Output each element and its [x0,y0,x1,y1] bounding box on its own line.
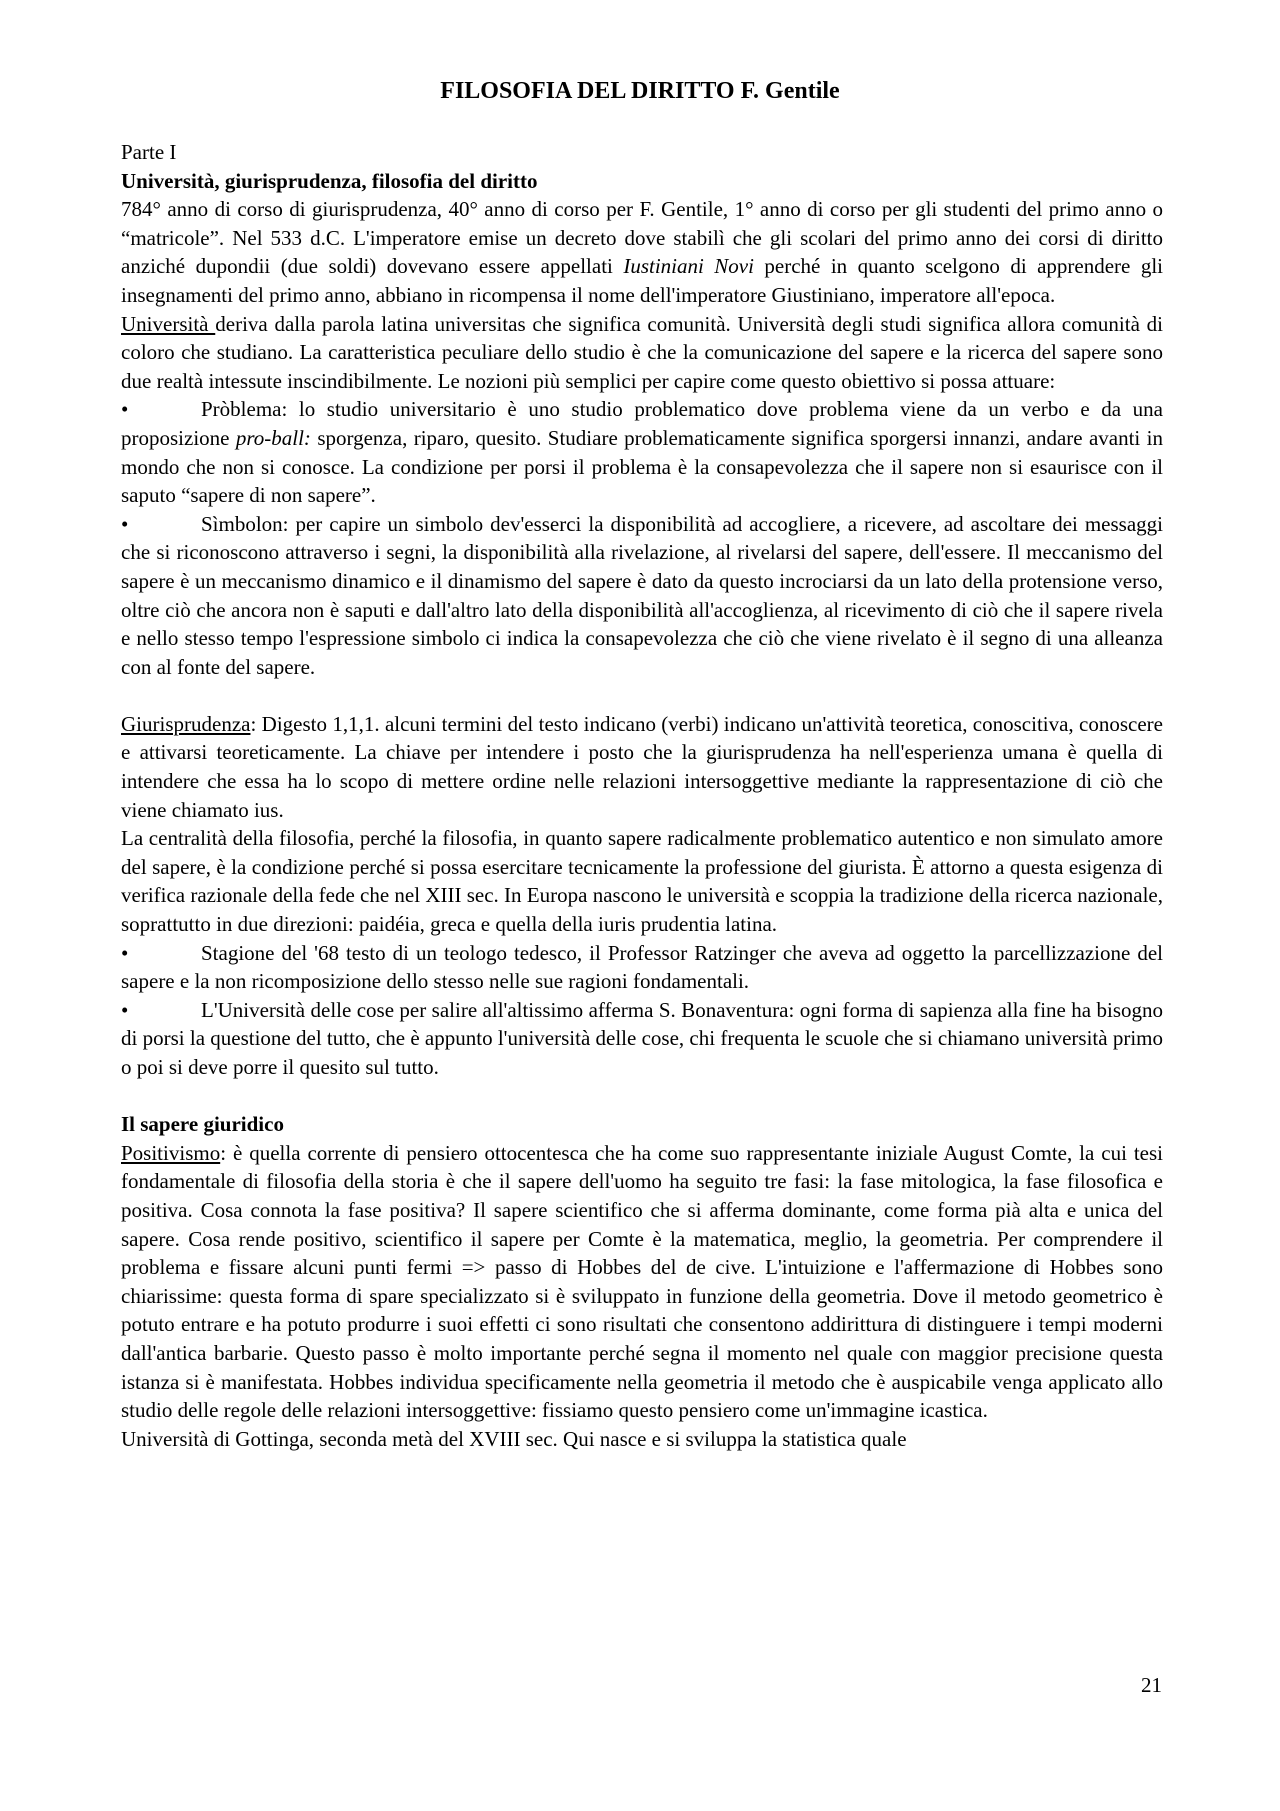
bullet-mark: • [121,397,129,422]
bullet-mark: • [121,511,129,536]
paragraph-centralita: La centralità della filosofia, perché la filosofia, in quanto sapere radicalmente problematico autentico e non simulato amore del sapere, è la condizione perché si possa esercitare tecnicamente la professione del giurista. È attorno a questa esigenza di verifica razionale della fede che nel XIII sec. In Europa nascono le università e scoppia la tradizione della ricerca nazionale, soprattutto in due direzioni: paidéia, greca e quella della iuris prudentia latina. [121,826,1163,937]
bullet-mark: • [121,940,129,965]
term-positivismo: Positivismo [121,1140,221,1165]
term-giurisprudenza: Giurisprudenza [121,711,251,736]
section-heading-sapere-giuridico: Il sapere giuridico [121,1112,284,1137]
section-heading-universita: Università, giurisprudenza, filosofia del diritto [121,168,538,193]
paragraph-universita-text: deriva dalla parola latina universitas che significa comunità. Università degli studi significa allora comunità di coloro che studiano. La caratteristica peculiare dello studio è che la comunicazione del sapere e la ricerca del sapere sono due realtà intessute inscindibilmente. Le nozioni più semplici per capire come questo obiettivo si possa attuare: [121,311,1164,393]
paragraph-giurisprudenza [121,710,1163,824]
blank-line [121,1082,1163,1111]
paragraph-intro-italic: Iustiniani Novi [623,254,754,279]
paragraph-positivismo [121,1139,1163,1425]
bullet-simbolon [121,510,1163,682]
paragraph-intro-text-b: perché in quanto scelgono di apprendere gli insegnamenti del primo anno, abbiano in ricompensa il nome dell'imperatore Giustiniano, imperatore all'epoca. [121,254,1163,307]
page-number: 21 [1141,1673,1162,1697]
document-body [121,138,1163,1453]
bullet-stagione-68 [121,939,1163,996]
paragraph-positivismo-text: : è quella corrente di pensiero ottocentesca che ha come suo rappresentante iniziale August Comte, la cui tesi fondamentale di filosofia della storia è che il sapere dell'uomo ha seguito tre fasi: la fase mitologica, la fase filosofica e positiva. Cosa connota la fase positiva? Il sapere scientifico che si afferma dominante, come forma pià alta e unica del sapere. Cosa rende positivo, scientifico il sapere per Comte è la matematica, meglio, la geometria. Per comprendere il problema e fissare alcuni punti fermi => passo di Hobbes del de cive. L'intuizione e l'affermazione di Hobbes sono chiarissime: questa forma di spare specializzato si è sviluppato in funzione della geometria. Dove il metodo geometrico è potuto entrare e ha potuto produrre i suoi effetti ci sono risultati che consentono addirittura di distinguere i tempi moderni dall'antica barbarie. Questo passo è molto importante perché segna il momento nel quale con maggior precisione questa istanza si è manifestata. Hobbes individua specificamente nella geometria il metodo che è auspicabile venga applicato allo studio delle regole delle relazioni intersoggettive: fissiamo questo pensiero come un'immagine icastica. [121,1140,1163,1423]
paragraph-intro [121,195,1163,309]
bullet-universita-cose-text: L'Università delle cose per salire all'altissimo afferma S. Bonaventura: ogni forma di sapienza alla fine ha bisogno di porsi la questione del tutto, che è appunto l'università delle cose, chi frequenta le scuole che si chiamano università primo o poi si deve porre il quesito sul tutto. [121,997,1163,1079]
part-label: Parte I [121,140,177,164]
paragraph-giurisprudenza-text: : Digesto 1,1,1. alcuni termini del testo indicano (verbi) indicano un'attività teoretica, conoscitiva, conoscere e attivarsi teoreticamente. La chiave per intendere i posto che la giurisprudenza ha nell'esperienza umana è quella di intendere che essa ha lo scopo di mettere ordine nelle relazioni intersoggettive mediante la rappresentazione di ciò che viene chiamato ius. [121,711,1163,822]
bullet-problema [121,395,1163,509]
bullet-problema-text-a: Pròblema: lo studio universitario è uno studio problematico dove problema viene da un verbo e da una proposizione [121,397,1163,450]
bullet-stagione-68-text: Stagione del '68 testo di un teologo tedesco, il Professor Ratzinger che aveva ad oggetto la parcellizzazione del sapere e la non ricomposizione dello stesso nelle sue ragioni fondamentali. [121,940,1163,994]
paragraph-universita [121,310,1163,396]
bullet-problema-italic: pro-ball: [235,425,311,450]
term-universita: Università [121,311,216,336]
bullet-mark: • [121,997,129,1022]
paragraph-intro-text-a: 784° anno di corso di giurisprudenza, 40° anno di corso per F. Gentile, 1° anno di corso per gli studenti del primo anno o “matricole”. Nel 533 d.C. L'imperatore emise un decreto dove stabilì che gli scolari del primo anno dei corsi di diritto anziché dupondii (due soldi) dovevano essere appellati [121,197,1163,279]
document-title: FILOSOFIA DEL DIRITTO F. Gentile [440,78,840,104]
bullet-universita-cose [121,996,1163,1082]
blank-line [121,681,1163,710]
bullet-simbolon-text: Sìmbolon: per capire un simbolo dev'esserci la disponibilità ad accogliere, a ricevere, ad ascoltare dei messaggi che si riconoscono attraverso i segni, la disponibilità alla rivelazione, al rivelarsi del sapere, dell'essere. Il meccanismo del sapere è un meccanismo dinamico e il dinamismo del sapere è dato da questo incrociarsi da un lato della protensione verso, oltre ciò che ancora non è saputi e dall'altro lato della disponibilità all'accoglienza, al ricevimento di ciò che il sapere rivela e nello stesso tempo l'espressione simbolo ci indica la consapevolezza che ciò che viene rivelato è il segno di una alleanza con al fonte del sapere. [121,511,1163,679]
paragraph-gottinga: Università di Gottinga, seconda metà del XVIII sec. Qui nasce e si sviluppa la statistica quale [121,1426,907,1451]
bullet-problema-text-b: sporgenza, riparo, quesito. Studiare problematicamente significa sporgersi innanzi, andare avanti in mondo che non si conosce. La condizione per porsi il problema è la consapevolezza che il sapere non si esaurisce con il saputo “sapere di non sapere”. [121,425,1163,508]
